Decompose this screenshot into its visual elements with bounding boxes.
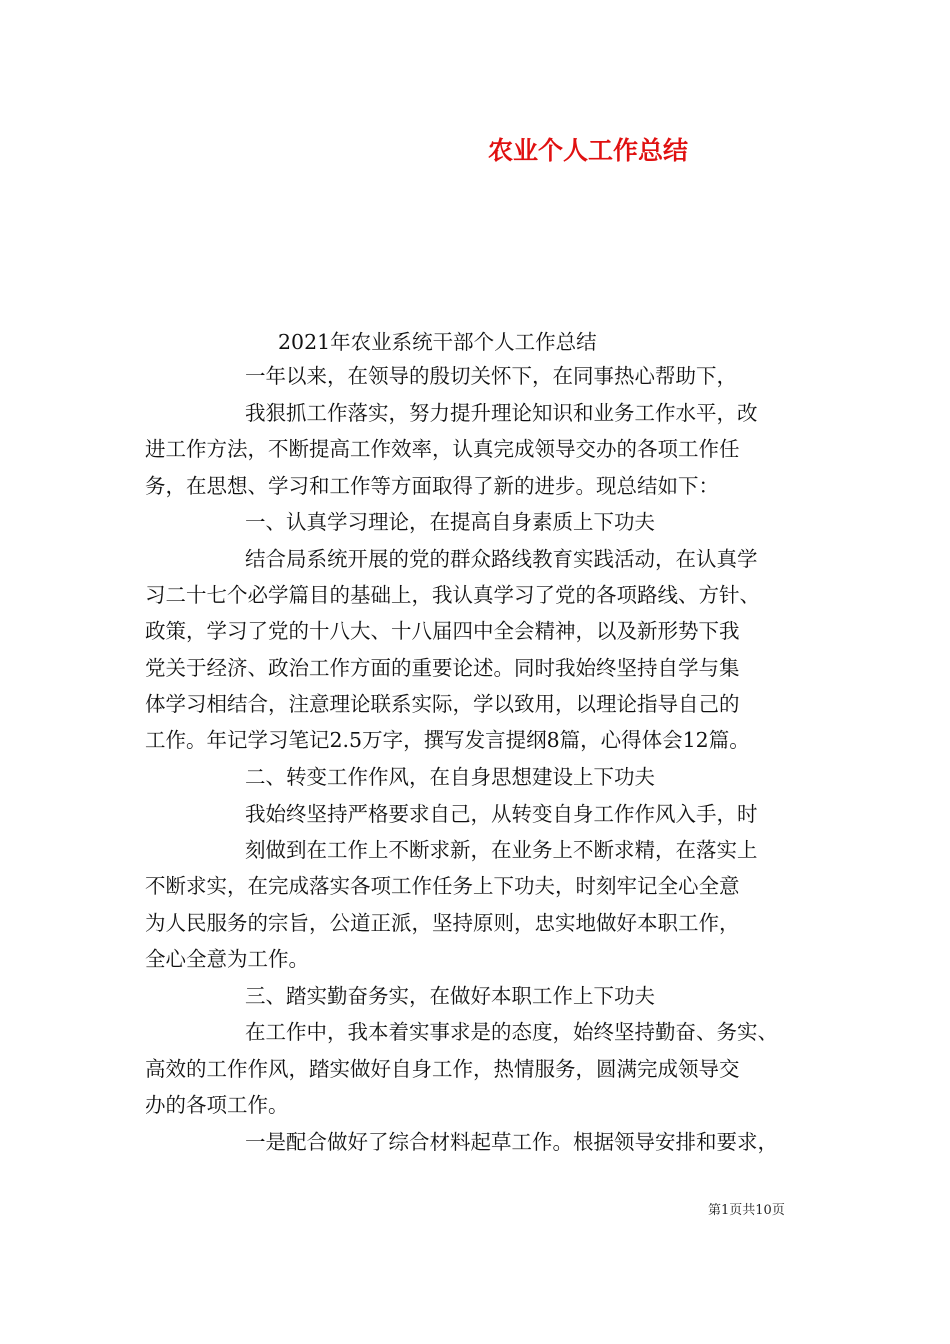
body-line: 高效的工作作风，踏实做好自身工作，热情服务，圆满完成领导交: [145, 1057, 740, 1081]
body-line: 刻做到在工作上不断求新，在业务上不断求精，在落实上: [245, 838, 758, 862]
page-number: 第1页共10页: [708, 1203, 785, 1218]
body-line: 习二十七个必学篇目的基础上，我认真学习了党的各项路线、方针、: [145, 583, 760, 607]
body-line: 为人民服务的宗旨，公道正派，坚持原则，忠实地做好本职工作，: [145, 911, 740, 935]
body-line: 不断求实，在完成落实各项工作任务上下功夫，时刻牢记全心全意: [145, 874, 740, 898]
body-line: 我始终坚持严格要求自己，从转变自身工作作风入手，时: [245, 802, 758, 826]
body-line: 进工作方法，不断提高工作效率，认真完成领导交办的各项工作任: [145, 437, 740, 461]
subtitle-line: 2021年农业系统干部个人工作总结: [278, 330, 597, 354]
body-line: 我狠抓工作落实，努力提升理论知识和业务工作水平，改: [245, 401, 758, 425]
section-heading-1: 一、认真学习理论，在提高自身素质上下功夫: [245, 510, 655, 534]
body-line: 结合局系统开展的党的群众路线教育实践活动，在认真学: [245, 547, 758, 571]
body-line: 全心全意为工作。: [145, 947, 309, 971]
body-line: 在工作中，我本着实事求是的态度，始终坚持勤奋、务实、: [245, 1020, 778, 1044]
body-line: 党关于经济、政治工作方面的重要论述。同时我始终坚持自学与集: [145, 656, 740, 680]
body-line: 办的各项工作。: [145, 1093, 289, 1117]
document-title: 农业个人工作总结: [488, 136, 689, 165]
body-line: 务，在思想、学习和工作等方面取得了新的进步。现总结如下：: [145, 474, 719, 498]
section-heading-3: 三、踏实勤奋务实，在做好本职工作上下功夫: [245, 984, 655, 1008]
body-line: 一是配合做好了综合材料起草工作。根据领导安排和要求，: [245, 1130, 778, 1154]
section-heading-2: 二、转变工作作风，在自身思想建设上下功夫: [245, 765, 655, 789]
body-line: 工作。年记学习笔记2.5万字，撰写发言提纲8篇，心得体会12篇。: [145, 728, 750, 752]
body-line: 政策，学习了党的十八大、十八届四中全会精神，以及新形势下我: [145, 619, 740, 643]
body-line: 体学习相结合，注意理论联系实际，学以致用，以理论指导自己的: [145, 692, 740, 716]
body-line: 一年以来，在领导的殷切关怀下，在同事热心帮助下，: [245, 364, 737, 388]
